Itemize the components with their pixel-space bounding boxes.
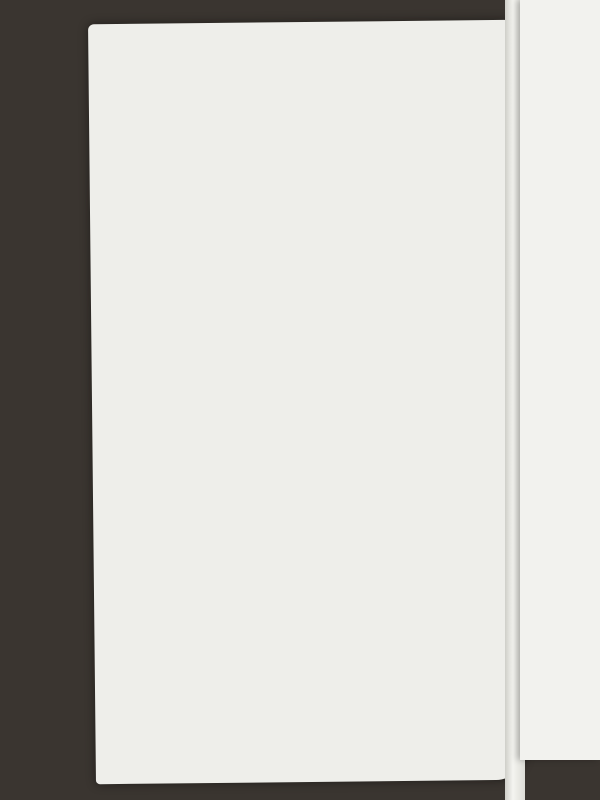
book-page-right: [520, 0, 600, 760]
book-page-left: [88, 20, 526, 784]
toc-column-right: [320, 36, 500, 38]
toc-column-left: [118, 58, 328, 60]
